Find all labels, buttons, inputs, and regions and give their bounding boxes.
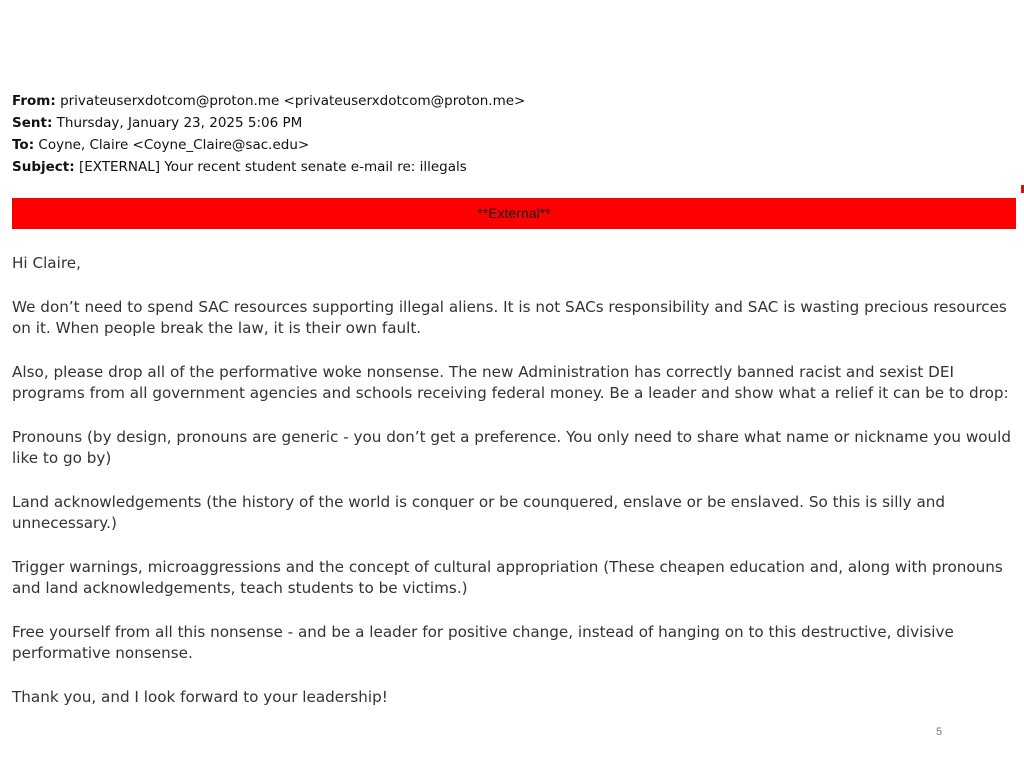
greeting: Hi Claire, <box>12 254 81 272</box>
sent-value: Thursday, January 23, 2025 5:06 PM <box>56 115 303 131</box>
page-number: 5 <box>936 726 943 738</box>
from-row <box>12 90 525 112</box>
subject-label: Subject: <box>12 159 75 175</box>
subject-row <box>12 156 525 178</box>
to-row <box>12 134 525 156</box>
body-paragraph-3: Pronouns (by design, pronouns are generic - you don’t get a preference. You only need to share what name or nickname you would like to go by) <box>12 427 1012 467</box>
email-body <box>12 253 1018 730</box>
closing-line: Thank you, and I look forward to your leadership! <box>12 687 388 706</box>
body-paragraph-2: Also, please drop all of the performative woke nonsense. The new Administration has correctly banned racist and sexist DEI programs from all government agencies and schools receiving federal money. Be a leader and show what a relief it can be to drop: <box>12 362 1009 402</box>
body-paragraph-4: Land acknowledgements (the history of the world is conquer or be counquered, enslave or be enslaved. So this is silly and unnecessary.) <box>12 492 946 532</box>
sent-row <box>12 112 525 134</box>
external-banner: **External** <box>12 198 1016 229</box>
subject-value: [EXTERNAL] Your recent student senate e-mail re: illegals <box>78 159 467 175</box>
body-paragraph-6: Free yourself from all this nonsense - and be a leader for positive change, instead of hanging on to this destructive, divisive performative nonsense. <box>12 622 954 662</box>
to-label: To: <box>12 137 35 153</box>
body-paragraph-1: We don’t need to spend SAC resources supporting illegal aliens. It is not SACs responsibility and SAC is wasting precious resources on it. When people break the law, it is their own fault. <box>12 297 1007 337</box>
to-value: Coyne, Claire <Coyne_Claire@sac.edu> <box>38 137 310 153</box>
from-value: privateuserxdotcom@proton.me <privateuserxdotcom@proton.me> <box>60 93 526 109</box>
email-header <box>12 90 525 178</box>
from-label: From: <box>12 93 56 109</box>
sent-label: Sent: <box>12 115 53 131</box>
body-paragraph-5: Trigger warnings, microaggressions and the concept of cultural appropriation (These cheapen education and, along with pronouns and land acknowledgements, teach students to be victims.) <box>12 557 1003 597</box>
